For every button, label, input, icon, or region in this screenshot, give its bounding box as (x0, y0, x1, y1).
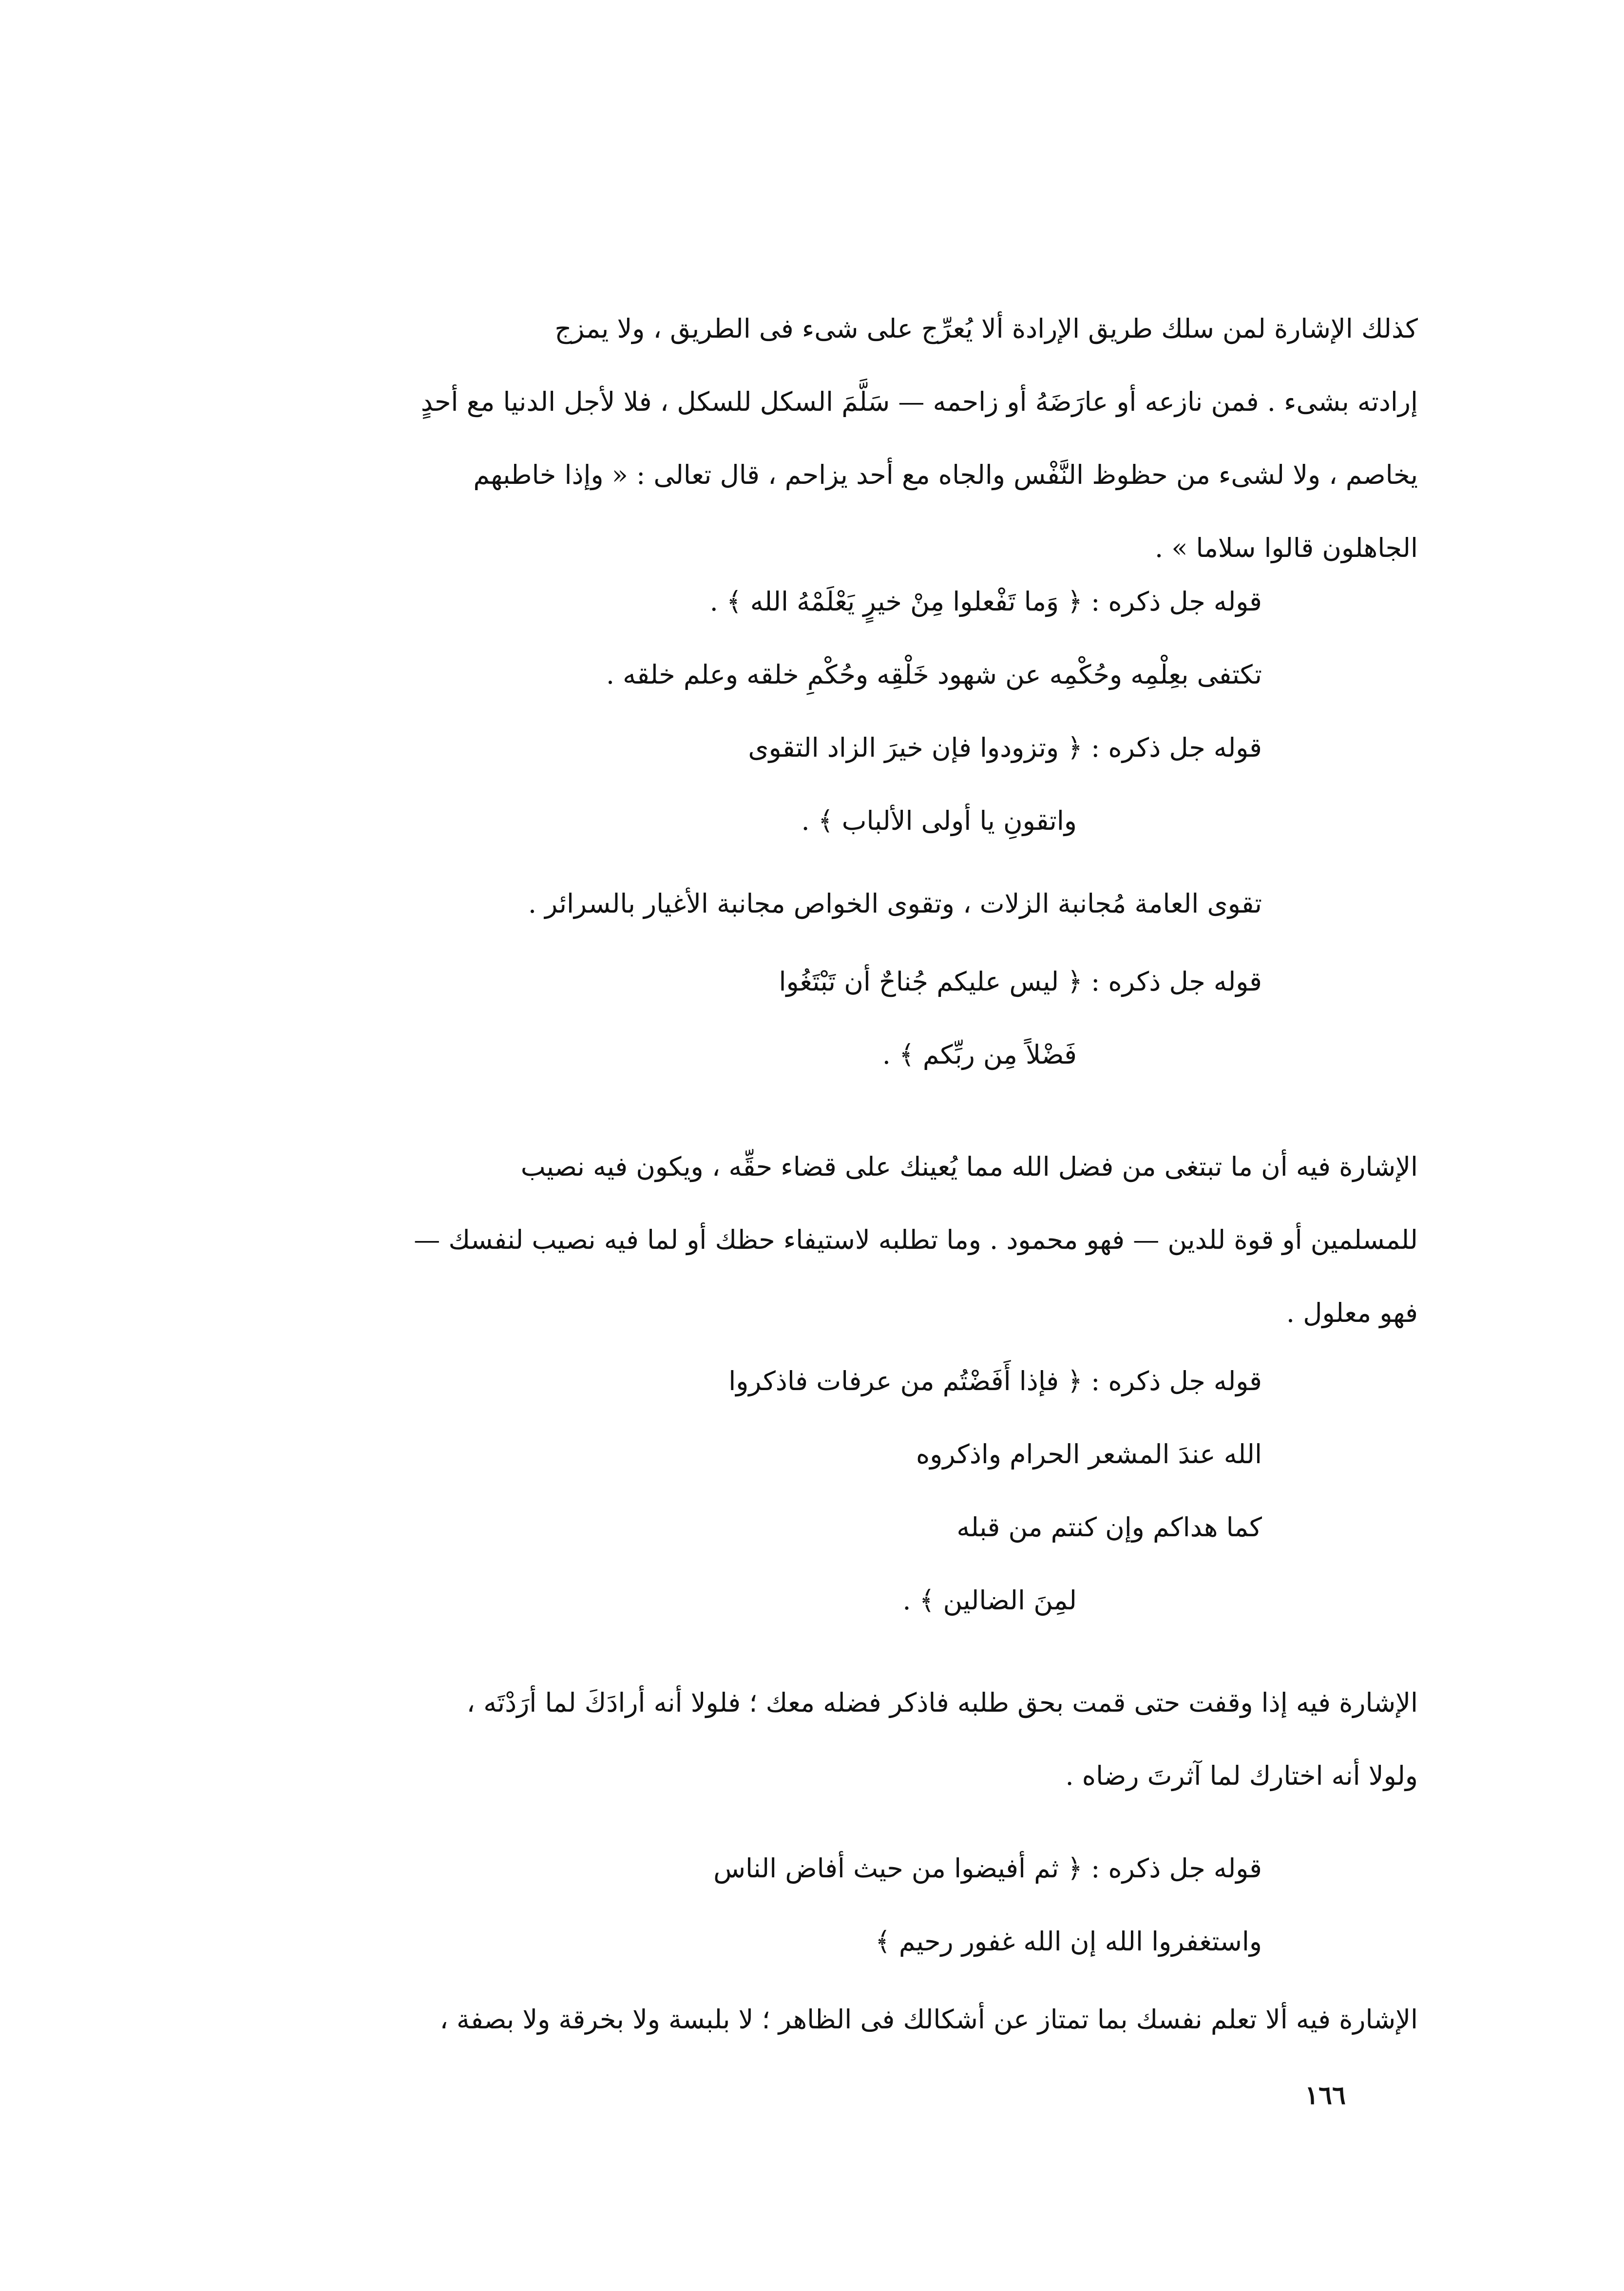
text-line: فهو معلول . (1286, 1298, 1418, 1328)
page-number: ١٦٦ (1305, 2081, 1346, 2110)
text-line: كذلك الإشارة لمن سلك طريق الإرادة ألا يُعرِّج على شىء فى الطريق ، ولا يمزج (554, 313, 1418, 344)
text-line: الجاهلون قالوا سلاما » . (1155, 533, 1418, 563)
verse-1 (307, 565, 1418, 638)
commentary-line: تكتفى بعِلْمِه وحُكْمِه عن شهود خَلْقِه وحُكْمِ خلقه وعلم خلقه . (606, 659, 1262, 690)
verse-line: كما هداكم وإن كنتم من قبله (956, 1512, 1262, 1543)
verse-line: قوله جل ذكره : ﴿ وتزودوا فإن خيرَ الزاد التقوى (748, 732, 1262, 763)
paragraph-1 (307, 292, 1418, 585)
text-line: يخاصم ، ولا لشىء من حظوظ النَّفْس والجاه مع أحد يزاحم ، قال تعالى : « وإذا خاطبهم (473, 459, 1418, 490)
paragraph-3 (307, 1130, 1418, 1350)
paragraph-4 (307, 1666, 1418, 1813)
verse-2 (307, 711, 1418, 858)
verse-line: لمِنَ الضالين ﴾ . (902, 1585, 1077, 1616)
commentary-line: تقوى العامة مُجانبة الزلات ، وتقوى الخواص مجانبة الأغيار بالسرائر . (528, 888, 1262, 919)
verse-line: فَضْلاً مِن ربِّكم ﴾ . (882, 1039, 1077, 1070)
verse-4 (307, 1345, 1418, 1637)
verse-line: الله عندَ المشعر الحرام واذكروه (916, 1439, 1262, 1470)
text-line: للمسلمين أو قوة للدين — فهو محمود . وما تطلبه لاستيفاء حظك أو لما فيه نصيب لنفسك — (414, 1224, 1418, 1255)
verse-line: واستغفروا الله إن الله غفور رحيم ﴾ (875, 1926, 1262, 1957)
paragraph-5 (307, 1983, 1418, 2056)
verse-line: واتقونِ يا أولى الألباب ﴾ . (801, 805, 1077, 836)
verse-3 (307, 945, 1418, 1091)
verse-line: قوله جل ذكره : ﴿ فإذا أَفَضْتُم من عرفات فاذكروا (728, 1366, 1262, 1396)
verse-line: قوله جل ذكره : ﴿ وَما تَفْعلوا مِنْ خيرٍ يَعْلَمْهُ الله ﴾ . (709, 586, 1262, 617)
text-line: الإشارة فيه إذا وقفت حتى قمت بحق طلبه فاذكر فضله معك ؛ فلولا أنه أرادَكَ لما أرَدْتَه ، (466, 1687, 1418, 1718)
text-line: الإشارة فيه أن ما تبتغى من فضل الله مما يُعينك على قضاء حقِّه ، ويكون فيه نصيب (520, 1151, 1418, 1182)
commentary-1 (307, 638, 1418, 711)
text-line: الإشارة فيه ألا تعلم نفسك بما تمتاز عن أشكالك فى الظاهر ؛ لا بلبسة ولا بخرقة ولا بصفة ، (439, 2004, 1418, 2035)
verse-line: قوله جل ذكره : ﴿ ثم أفيضوا من حيث أفاض الناس (713, 1853, 1262, 1884)
text-line: إرادته بشىء . فمن نازعه أو عارَضَهُ أو زاحمه — سَلَّمَ السكل للسكل ، فلا لأجل الدنيا مع أحدٍ (420, 386, 1418, 417)
text-line: ولولا أنه اختارك لما آثرتَ رضاه . (1065, 1760, 1418, 1791)
verse-5 (307, 1832, 1418, 1978)
commentary-2 (307, 867, 1418, 940)
verse-line: قوله جل ذكره : ﴿ ليس عليكم جُناحٌ أن تَبْتَغُوا (779, 966, 1262, 997)
